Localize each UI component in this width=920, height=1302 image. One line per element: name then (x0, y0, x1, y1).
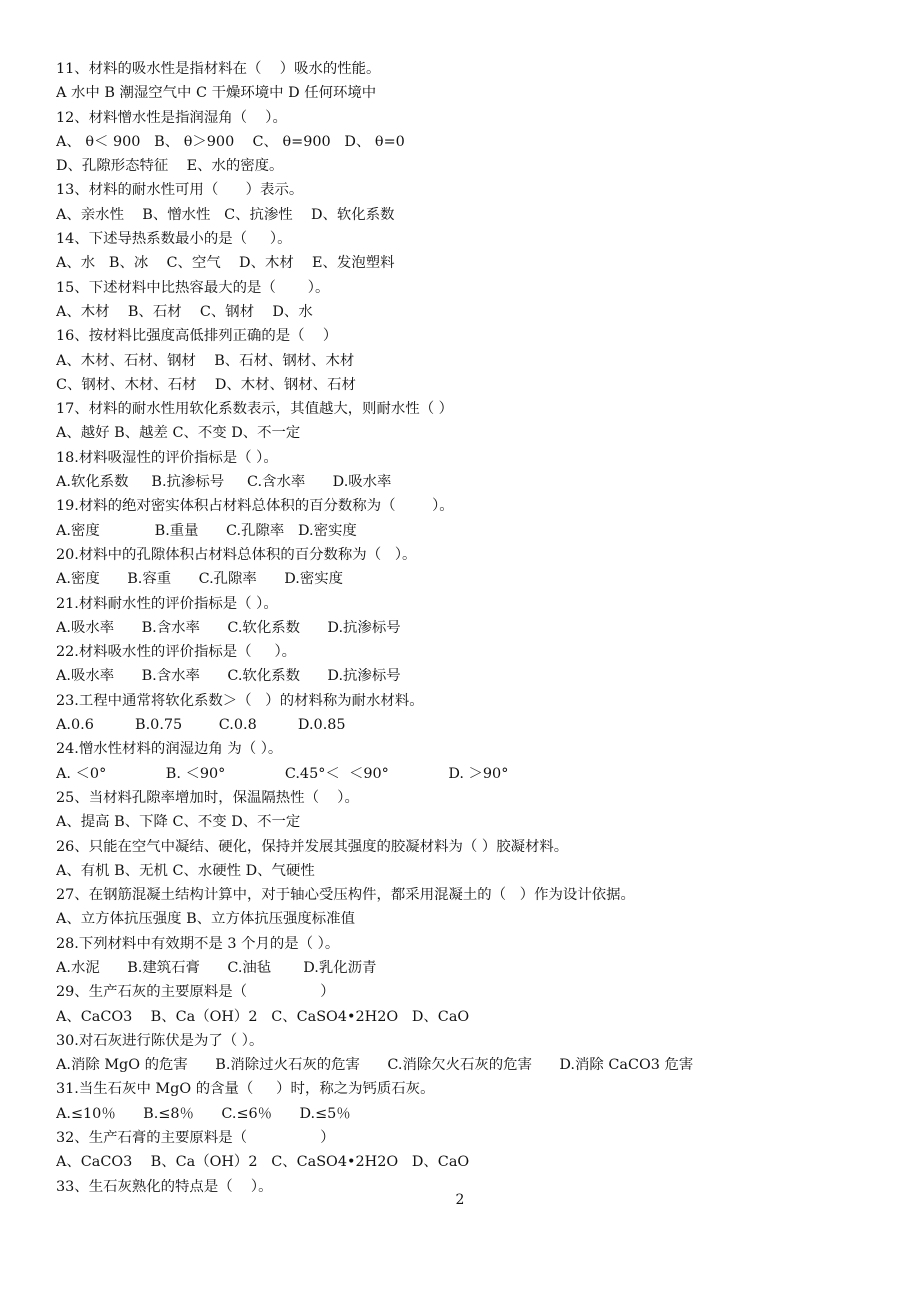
text-line: A、CaCO3 B、Ca（OH）2 C、CaSO4•2H2O D、CaO (56, 1154, 470, 1171)
text-line: 33、生石灰熟化的特点是（ ）。 (56, 1178, 273, 1195)
text-line: D、孔隙形态特征 E、水的密度。 (56, 158, 284, 175)
text-line: A.水泥 B.建筑石膏 C.油毡 D.乳化沥青 (56, 959, 377, 976)
text-line: 26、只能在空气中凝结、硬化，保持并发展其强度的胶凝材料为（ ）胶凝材料。 (56, 838, 569, 855)
text-line: A、 θ＜ 900 B、 θ＞900 C、 θ=900 D、 θ=0 (56, 133, 405, 150)
text-line: A、提高 B、下降 C、不变 D、不一定 (56, 814, 301, 831)
text-line: 11、材料的吸水性是指材料在（ ）吸水的性能。 (56, 61, 381, 77)
text-line: 21.材料耐水性的评价指标是（ ）。 (56, 595, 278, 612)
text-line: 25、当材料孔隙率增加时，保温隔热性（ ）。 (56, 789, 359, 806)
text-line: 15、下述材料中比热容最大的是（ ）。 (56, 279, 330, 296)
text-line: 19.材料的绝对密实体积占材料总体积的百分数称为（ ）。 (56, 498, 454, 515)
text-line: A.吸水率 B.含水率 C.软化系数 D.抗渗标号 (56, 668, 401, 685)
text-line: A、立方体抗压强度 B、立方体抗压强度标准值 (56, 911, 355, 928)
text-line: 16、按材料比强度高低排列正确的是（ ） (56, 328, 338, 345)
text-line: 18.材料吸湿性的评价指标是（ ）。 (56, 449, 278, 466)
text-line: A、水 B、冰 C、空气 D、木材 E、发泡塑料 (56, 255, 395, 272)
text-line: 32、生产石膏的主要原料是（ ） (56, 1130, 335, 1147)
text-line: 29、生产石灰的主要原料是（ ） (56, 984, 335, 1001)
text-line: 31.当生石灰中 MgO 的含量（ ）时，称之为钙质石灰。 (56, 1081, 435, 1098)
text-line: A.吸水率 B.含水率 C.软化系数 D.抗渗标号 (56, 619, 401, 636)
text-line: 30.对石灰进行陈伏是为了（ ）。 (56, 1032, 264, 1049)
text-line: A.消除 MgO 的危害 B.消除过火石灰的危害 C.消除欠火石灰的危害 D.消除 CaCO3 危害 (56, 1057, 694, 1074)
text-line: 23.工程中通常将软化系数＞（ ）的材料称为耐水材料。 (56, 692, 424, 709)
text-line: 27、在钢筋混凝土结构计算中，对于轴心受压构件，都采用混凝土的（ ）作为设计依据。 (56, 887, 635, 904)
text-line: 12、材料憎水性是指润湿角（ ）。 (56, 109, 287, 126)
text-line: 20.材料中的孔隙体积占材料总体积的百分数称为（ ）。 (56, 546, 417, 563)
text-line: A. ＜0° B. ＜90° C.45°＜ ＜90° D. ＞90° (56, 765, 509, 782)
text-line: A、亲水性 B、憎水性 C、抗渗性 D、软化系数 (56, 206, 395, 223)
text-line: 13、材料的耐水性可用（ ）表示。 (56, 182, 304, 199)
page-number: 2 (455, 1192, 465, 1208)
text-line: A、有机 B、无机 C、水硬性 D、气硬性 (56, 862, 315, 879)
text-line: 22.材料吸水性的评价指标是（ ）。 (56, 644, 297, 661)
text-line: A.密度 B.容重 C.孔隙率 D.密实度 (56, 571, 344, 588)
text-line: 17、材料的耐水性用软化系数表示，其值越大，则耐水性（ ） (56, 401, 454, 418)
text-line: C、钢材、木材、石材 D、木材、钢材、石材 (56, 376, 356, 393)
text-line: A.软化系数 B.抗渗标号 C.含水率 D.吸水率 (56, 474, 392, 491)
text-line: A.0.6 B.0.75 C.0.8 D.0.85 (56, 717, 346, 734)
text-line: 24.憎水性材料的润湿边角 为（ ）。 (56, 741, 283, 758)
text-line: A.≤10％ B.≤8％ C.≤6％ D.≤5％ (56, 1105, 351, 1122)
text-line: A、木材 B、石材 C、钢材 D、水 (56, 303, 313, 320)
text-line: 14、下述导热系数最小的是（ ）。 (56, 231, 292, 248)
text-line: A、木材、石材、钢材 B、石材、钢材、木材 (56, 352, 355, 369)
text-line: 28.下列材料中有效期不是 3 个月的是（ ）。 (56, 935, 340, 952)
text-line: A、越好 B、越差 C、不变 D、不一定 (56, 425, 301, 442)
text-line: A、CaCO3 B、Ca（OH）2 C、CaSO4•2H2O D、CaO (56, 1008, 470, 1025)
text-line: A.密度 B.重量 C.孔隙率 D.密实度 (56, 522, 357, 539)
question-list (56, 57, 886, 1199)
text-line: A 水中 B 潮湿空气中 C 干燥环境中 D 任何环境中 (56, 85, 377, 102)
